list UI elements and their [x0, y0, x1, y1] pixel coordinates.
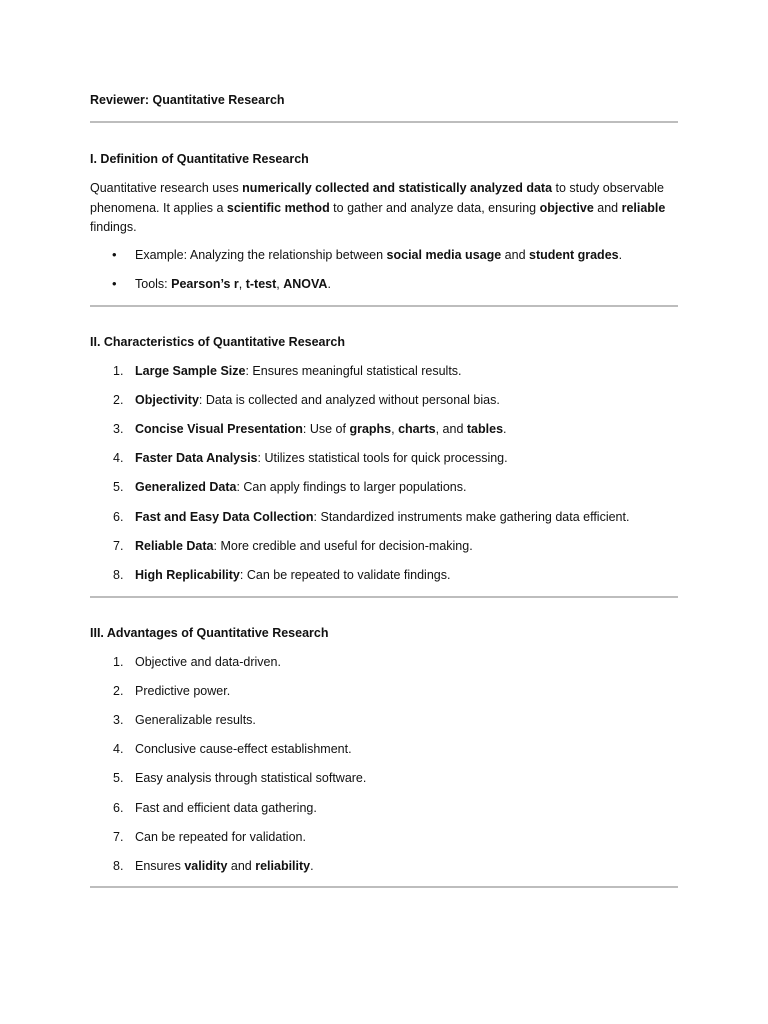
list-number: 7.	[113, 538, 124, 553]
list-number: 7.	[113, 829, 124, 844]
list-item-text: Fast and Easy Data Collection: Standardized instruments make gathering data efficient.	[135, 509, 630, 524]
list-number: 6.	[113, 509, 124, 524]
list-item	[90, 859, 678, 877]
list-item	[90, 393, 678, 411]
list-item	[90, 510, 678, 528]
list-number: 8.	[113, 858, 124, 873]
list-item	[90, 771, 678, 789]
list-item	[90, 684, 678, 702]
list-item-text: Concise Visual Presentation: Use of graphs, charts, and tables.	[135, 422, 507, 437]
list-item	[90, 742, 678, 760]
list-item	[90, 568, 678, 586]
list-number: 3.	[113, 713, 124, 728]
bullet-item-example	[90, 248, 678, 266]
section-heading-definition: I. Definition of Quantitative Research	[90, 152, 309, 166]
list-item	[90, 539, 678, 557]
list-number: 1.	[113, 364, 124, 378]
definition-paragraph: Quantitative research uses numerically collected and statistically analyzed data to study observable phenomena. It applies a scientific method to gather and analyze data, ensuring objective and reliable findings.	[90, 181, 666, 234]
list-item	[90, 451, 678, 469]
list-item-text: Fast and efficient data gathering.	[135, 800, 317, 815]
list-number: 4.	[113, 742, 124, 757]
section-divider	[90, 121, 678, 123]
section-heading-advantages: III. Advantages of Quantitative Research	[90, 626, 329, 640]
list-item	[90, 801, 678, 819]
list-item	[90, 364, 678, 382]
list-item-text: Ensures validity and reliability.	[135, 858, 314, 873]
list-item-text: Objectivity: Data is collected and analyzed without personal bias.	[135, 393, 500, 408]
document-title: Reviewer: Quantitative Research	[90, 93, 285, 107]
list-number: 5.	[113, 771, 124, 786]
list-item-text: Objective and data-driven.	[135, 655, 281, 669]
list-item-text: High Replicability: Can be repeated to validate findings.	[135, 567, 451, 582]
list-number: 1.	[113, 655, 124, 669]
list-number: 4.	[113, 451, 124, 466]
list-item-text: Conclusive cause-effect establishment.	[135, 742, 352, 757]
list-item	[90, 713, 678, 731]
list-item	[90, 655, 678, 673]
bullet-marker: •	[112, 247, 117, 262]
section-heading-characteristics: II. Characteristics of Quantitative Research	[90, 335, 345, 349]
list-item	[90, 422, 678, 440]
list-number: 8.	[113, 567, 124, 582]
list-item-text: Predictive power.	[135, 684, 231, 699]
list-number: 3.	[113, 422, 124, 437]
list-number: 5.	[113, 480, 124, 495]
list-item-text: Reliable Data: More credible and useful for decision-making.	[135, 538, 473, 553]
list-item-text: Can be repeated for validation.	[135, 829, 306, 844]
list-item	[90, 830, 678, 848]
bullet-item-tools	[90, 277, 678, 295]
list-item-text: Faster Data Analysis: Utilizes statistical tools for quick processing.	[135, 451, 508, 466]
list-number: 6.	[113, 800, 124, 815]
list-number: 2.	[113, 684, 124, 699]
bullet-marker: •	[112, 276, 117, 291]
section-divider	[90, 886, 678, 888]
list-item-text: Generalized Data: Can apply findings to larger populations.	[135, 480, 467, 495]
list-item-text: Generalizable results.	[135, 713, 256, 728]
list-item	[90, 480, 678, 498]
section-divider	[90, 596, 678, 598]
bullet-text: Example: Analyzing the relationship between social media usage and student grades.	[135, 248, 623, 262]
bullet-text: Tools: Pearson’s r, t-test, ANOVA.	[135, 277, 331, 291]
list-number: 2.	[113, 393, 124, 408]
section-divider	[90, 305, 678, 307]
list-item-text: Easy analysis through statistical software.	[135, 771, 367, 786]
list-item-text: Large Sample Size: Ensures meaningful statistical results.	[135, 364, 462, 378]
